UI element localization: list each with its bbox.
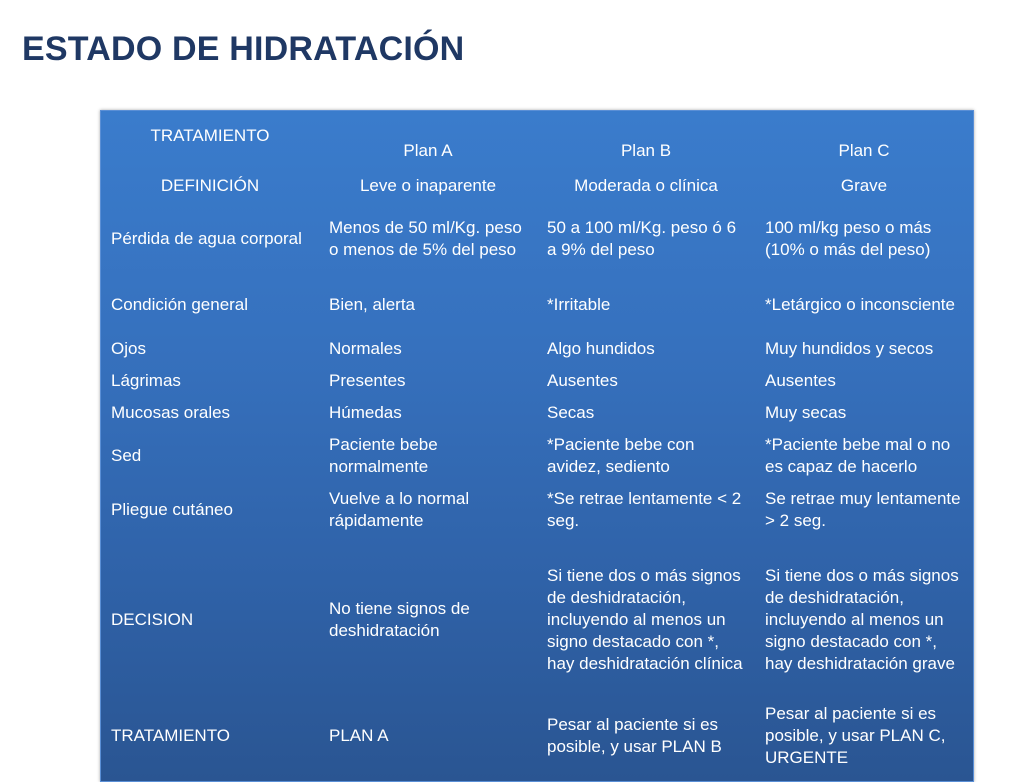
cell-plan-b: Pesar al paciente si es posible, y usar PLAN B xyxy=(547,715,722,756)
table-row xyxy=(101,429,973,483)
definition-row xyxy=(101,171,973,201)
header-cell-plan-b: Plan B xyxy=(620,141,672,160)
definition-label: DEFINICIÓN xyxy=(160,176,260,195)
header-cell-plan-a: Plan A xyxy=(403,141,453,160)
cell-plan-b: Algo hundidos xyxy=(547,339,655,358)
row-label: Condición general xyxy=(111,295,249,314)
table-row xyxy=(101,365,973,397)
cell-plan-a: Paciente bebe normalmente xyxy=(329,435,438,476)
page-title: ESTADO DE HIDRATACIÓN xyxy=(22,30,465,68)
cell-plan-a: Vuelve a lo normal rápidamente xyxy=(329,489,470,530)
cell-plan-b: *Paciente bebe con avidez, sediento xyxy=(547,435,695,476)
cell-plan-b: Si tiene dos o más signos de deshidratación, incluyendo al menos un signo destacado con *, hay deshidratación clínica xyxy=(547,566,743,673)
cell-plan-c: Se retrae muy lentamente > 2 seg. xyxy=(765,489,961,530)
table-row xyxy=(101,537,973,703)
cell-plan-c: *Letárgico o inconsciente xyxy=(765,295,955,314)
cell-plan-a: PLAN A xyxy=(329,726,389,745)
table-row xyxy=(101,703,973,769)
cell-plan-c: Muy hundidos y secos xyxy=(765,339,934,358)
cell-plan-a: Bien, alerta xyxy=(329,295,415,314)
cell-plan-b: *Se retrae lentamente < 2 seg. xyxy=(547,489,742,530)
cell-plan-a: No tiene signos de deshidratación xyxy=(329,599,470,640)
cell-plan-b: *Irritable xyxy=(547,295,611,314)
row-label: TRATAMIENTO xyxy=(111,726,230,745)
cell-plan-b: Secas xyxy=(547,403,595,422)
row-label: Lágrimas xyxy=(111,371,181,390)
header-cell-treatment: TRATAMIENTO xyxy=(150,126,270,145)
cell-plan-c: *Paciente bebe mal o no es capaz de hacerlo xyxy=(765,435,951,476)
definition-plan-b: Moderada o clínica xyxy=(574,176,718,195)
cell-plan-a: Presentes xyxy=(329,371,406,390)
row-label: Pliegue cutáneo xyxy=(111,500,233,519)
definition-plan-a: Leve o inaparente xyxy=(359,176,497,195)
cell-plan-b: Ausentes xyxy=(547,371,618,390)
cell-plan-a: Menos de 50 ml/Kg. peso o menos de 5% del peso xyxy=(329,218,522,259)
hydration-table-panel xyxy=(100,110,974,782)
row-label: Mucosas orales xyxy=(111,403,231,422)
cell-plan-c: 100 ml/kg peso o más (10% o más del peso) xyxy=(765,218,932,259)
hydration-table xyxy=(101,111,973,769)
row-label: Ojos xyxy=(111,339,146,358)
cell-plan-c: Pesar al paciente si es posible, y usar PLAN C, URGENTE xyxy=(765,704,946,767)
row-label: Sed xyxy=(111,446,142,465)
table-row xyxy=(101,277,973,333)
header-cell-plan-c: Plan C xyxy=(838,141,890,160)
cell-plan-c: Ausentes xyxy=(765,371,836,390)
cell-plan-a: Húmedas xyxy=(329,403,402,422)
row-label: Pérdida de agua corporal xyxy=(111,229,302,248)
cell-plan-c: Muy secas xyxy=(765,403,847,422)
table-row xyxy=(101,397,973,429)
cell-plan-a: Normales xyxy=(329,339,402,358)
cell-plan-c: Si tiene dos o más signos de deshidratación, incluyendo al menos un signo destacado con *, hay deshidratación grave xyxy=(765,566,959,673)
cell-plan-b: 50 a 100 ml/Kg. peso ó 6 a 9% del peso xyxy=(547,218,737,259)
row-label: DECISION xyxy=(111,610,194,629)
table-header-row xyxy=(101,111,973,171)
table-row xyxy=(101,333,973,365)
table-row xyxy=(101,201,973,277)
definition-plan-c: Grave xyxy=(840,176,888,195)
table-row xyxy=(101,483,973,537)
